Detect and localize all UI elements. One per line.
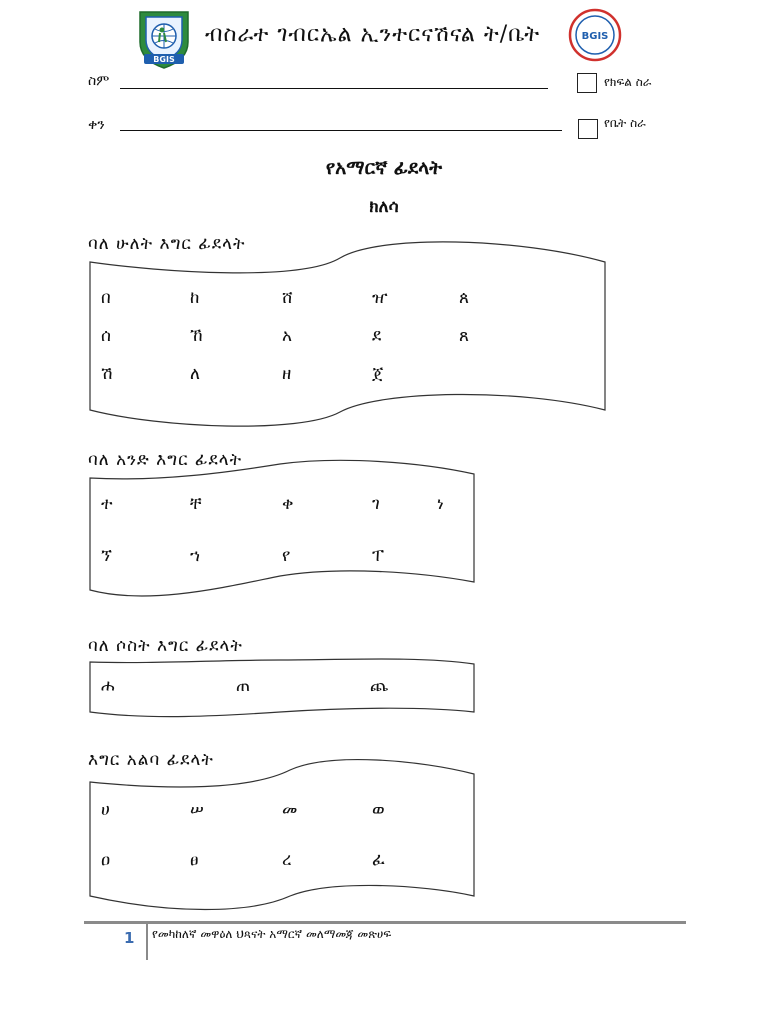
letter: ዘ [282,364,292,384]
letter: የ [282,546,291,566]
letter: ሽ [101,364,113,384]
section-title-three-leg: ባለ ሶስት እግር ፊደላት [88,636,243,656]
school-name: ብስራተ ገብርኤል ኢንተርናሽናል ት/ቤት [205,22,541,47]
scroll-frame-3 [90,659,474,717]
letter: በ [101,288,111,308]
scroll-frame-4 [90,760,474,910]
classwork-label: የክፍል ስራ [604,75,652,89]
page-title: የአማርኛ ፊደላት [325,157,443,179]
letter: ሸ [282,288,293,308]
letter: ቸ [190,494,202,514]
letter: መ [282,800,298,820]
letter: ሐ [101,676,115,696]
letter: ረ [282,850,292,870]
letter: ፐ [372,546,384,566]
letter: ተ [101,494,113,514]
section-title-two-leg: ባለ ሁለት እግር ፊደላት [88,234,246,254]
date-label: ቀን [88,117,105,133]
name-label: ስም [88,73,110,89]
page-number: 1 [124,929,135,947]
letter: ፀ [190,850,199,870]
section-title-one-leg: ባለ አንድ እግር ፊደላት [88,450,243,470]
scroll-frame-2 [90,460,474,596]
logo-right-text: BGIS [581,31,609,42]
letter: ጨ [370,676,389,696]
letter: ኘ [101,546,113,566]
letter: ወ [372,800,385,820]
letter: ጰ [459,288,470,308]
letter: ዠ [372,288,388,308]
letter: ፈ [372,850,385,870]
letter: ኸ [190,326,203,346]
letter: ጀ [372,364,384,384]
letter: ከ [190,288,200,308]
footer-text: የመካከለኛ መዋዕለ ህጻናት አማርኛ መለማመጃ መጽሀፍ [152,927,392,941]
letter: ጠ [236,676,251,696]
scroll-frame-1 [90,242,605,426]
section-title-legless: እግር አልባ ፊደላት [88,750,214,770]
letter: ገ [372,494,380,514]
letter: ቀ [282,494,294,514]
letter: ነ [437,494,444,514]
letter: ደ [372,326,382,346]
letter: ኀ [190,546,200,566]
page-subtitle: ክለሳ [369,197,399,217]
letter: ዐ [101,850,111,870]
letter: አ [282,326,292,346]
footer-vertical-divider [146,922,148,960]
footer-divider [84,921,686,924]
homework-label: የቤት ስራ [604,116,646,130]
letter: ሀ [101,800,110,820]
letter: ለ [190,364,200,384]
logo-left-text: BGIS [153,55,175,64]
letter: ጸ [459,326,469,346]
letter: ሠ [190,800,204,820]
letter: ሰ [101,326,111,346]
